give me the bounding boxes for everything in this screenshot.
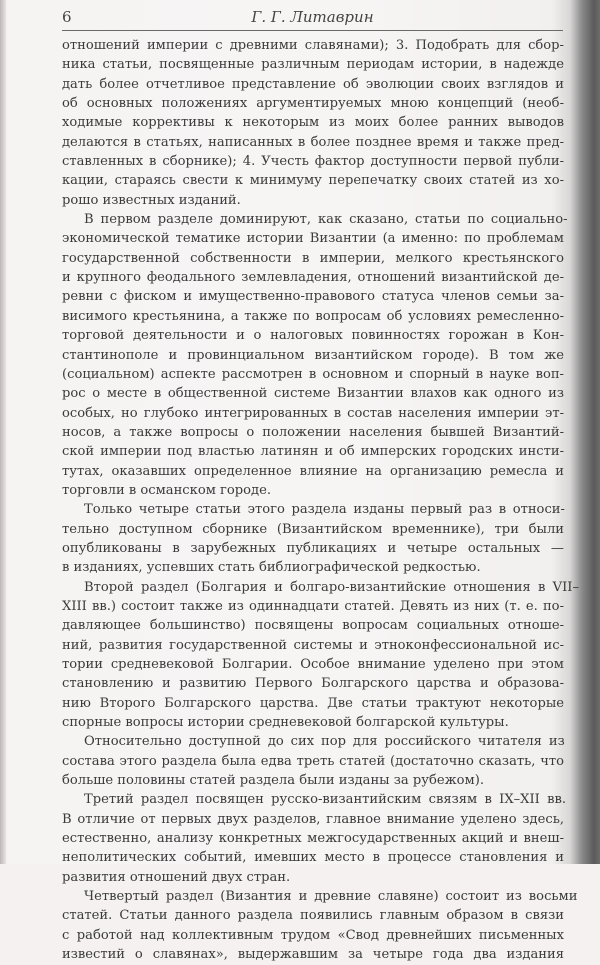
text-line: тутах, оказавших определенное влияние на организацию ремесла и [62, 463, 564, 479]
text-line: висимого крестьянина, а также по вопросам об условиях ремесленно- [62, 308, 564, 324]
text-line: XIII вв.) состоит также из одиннадцати статей. Девять из них (т. е. по- [62, 598, 564, 614]
text-line: в изданиях, успевших стать библиографической редкостью. [62, 560, 481, 576]
text-line: особых, но глубоко интегрированных в состав населения империи эт- [62, 405, 564, 421]
text-line: кации, стараясь свести к минимуму перепечатку своих статей из хо- [62, 173, 564, 189]
text-line: торговли в османском городе. [62, 482, 272, 498]
text-line: опубликованы в зарубежных публикациях и четыре остальных — [62, 540, 564, 556]
page-number: 6 [62, 8, 72, 26]
running-title: Г. Г. Литаврин [251, 8, 374, 26]
text-line: давляющее большинство) посвящены вопросам социальных отноше- [62, 618, 564, 634]
text-line: тельно доступном сборнике (Византийском временнике), три были [62, 521, 564, 537]
text-line: ходимые коррективы к некоторым из моих более ранних выводов [62, 115, 564, 131]
text-line: торговой деятельности и о налоговых повинностях горожан в Кон- [62, 328, 564, 344]
text-line: об основных положениях аргументируемых мною концепций (необ- [62, 96, 564, 112]
text-line: с работой над коллективным трудом «Свод древнейших письменных [62, 927, 564, 943]
running-header [62, 6, 563, 31]
text-line: Четвертый раздел (Византия и древние славяне) состоит из восьми [84, 889, 578, 905]
text-line: отношений империи с древними славянами); 3. Подобрать для сбор- [62, 38, 564, 53]
text-line: (социальном) аспекте рассмотрен в основном и спорный в науке воп- [62, 366, 564, 382]
text-line: рошо известных изданий. [62, 192, 241, 208]
body-text [62, 36, 580, 965]
text-line: становлению и развитию Первого Болгарского царства и образова- [62, 676, 564, 692]
text-line: носов, а также вопросы о положении населения бывшей Византий- [62, 424, 564, 440]
text-line: ника статьи, посвященные различным периодам истории, в надежде [62, 57, 564, 73]
text-line: тории средневековой Болгарии. Особое внимание уделено при этом [62, 657, 564, 672]
text-line: ской империи под властью латинян и об имперских городских инсти- [62, 444, 564, 460]
text-line: делаются в статьях, написанных в более позднее время и также пред- [62, 134, 564, 150]
text-line: и крупного феодального землевладения, отношений византийской де- [62, 270, 564, 286]
page-left-edge [0, 0, 6, 864]
text-line: дать более отчетливое представление об эволюции своих взглядов и [62, 76, 564, 92]
text-line: развития отношений двух стран. [62, 869, 291, 885]
text-line: В первом разделе доминируют, как сказано, статьи по социально- [84, 212, 568, 228]
text-line: состава этого раздела была едва треть статей (достаточно сказать, что [62, 753, 564, 769]
text-line: Относительно доступной до сих пор для российского читателя из [84, 734, 565, 750]
text-line: ревни с фиском и имущественно-правового статуса членов семьи за- [62, 289, 564, 305]
text-line: естественно, анализу конкретных межгосударственных акций и внеш- [62, 831, 564, 847]
text-line: ний, развития государственной системы и этноконфессиональной ис- [62, 637, 564, 653]
text-line: спорные вопросы истории средневековой болгарской культуры. [62, 715, 509, 731]
text-line: нию Второго Болгарского царства. Две статьи трактуют некоторые [62, 695, 564, 711]
text-line: неполитических событий, имевших место в процессе становления и [62, 850, 564, 866]
text-line: Второй раздел (Болгария и болгаро-византийские отношения в VII– [84, 579, 580, 595]
text-line: стантинополе и провинциальном византийском городе). В том же [62, 347, 564, 363]
text-line: статей. Статьи данного раздела появились главным образом в связи [62, 908, 564, 924]
text-line: государственной собственности в империи, мелкого крестьянского [62, 250, 564, 266]
text-line: экономической тематике истории Византии (а именно: по проблемам [62, 231, 564, 247]
text-line: Только четыре статьи этого раздела изданы первый раз в относи- [84, 502, 565, 518]
text-line: Третий раздел посвящен русско-византийским связям в IX–XII вв. [84, 792, 567, 808]
text-line: В отличие от первых двух разделов, главное внимание уделено здесь, [62, 811, 564, 827]
text-line: рос о месте в общественной системе Византии влахов как одного из [62, 386, 564, 402]
text-line: больше половины статей раздела были изданы за рубежом). [62, 773, 484, 789]
text-line: ставленных в сборнике); 4. Учесть фактор доступности первой публи- [62, 154, 564, 170]
text-line: известий о славянах», выдержавшим за четыре года два издания [62, 947, 564, 963]
